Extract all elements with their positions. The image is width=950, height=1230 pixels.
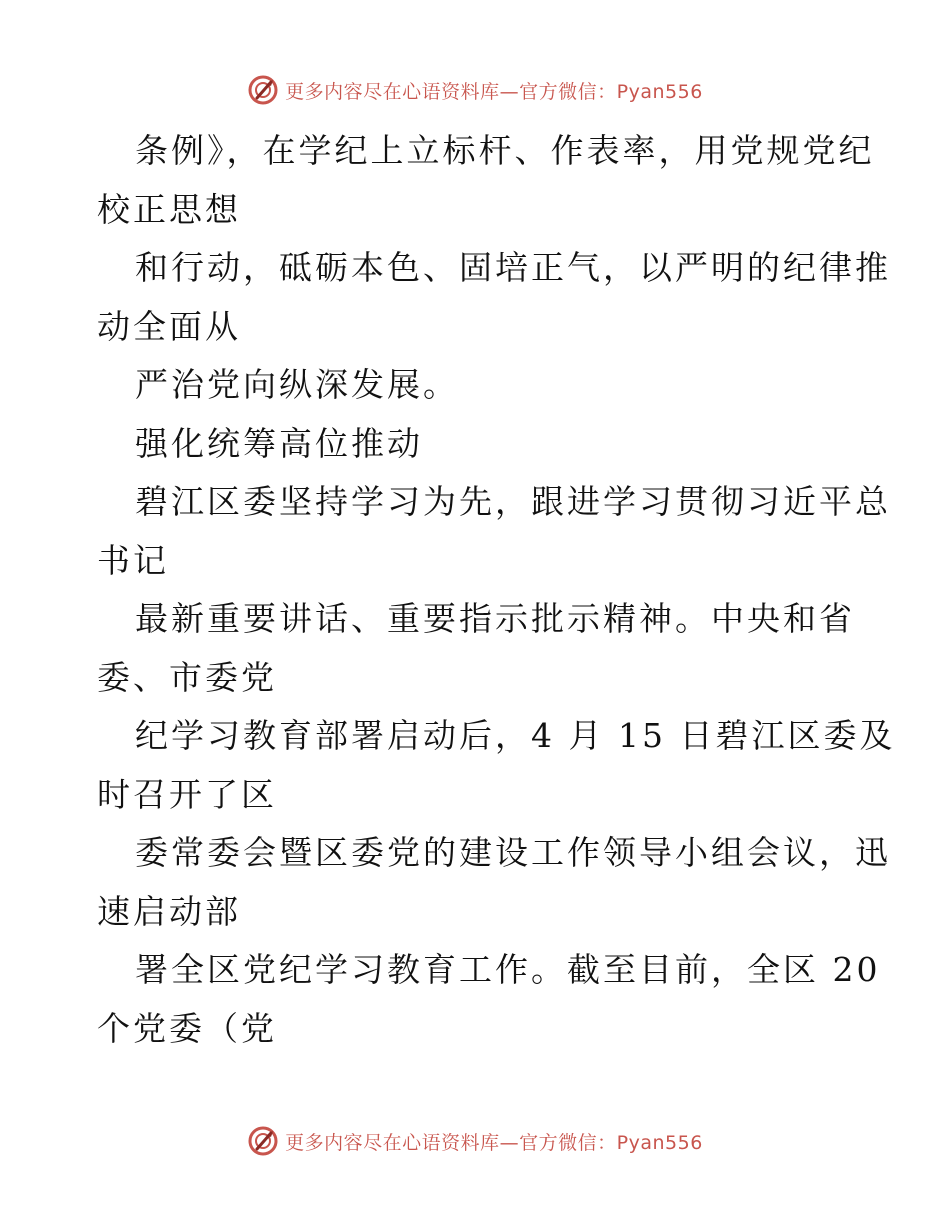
text-line: 时召开了区 — [97, 774, 277, 814]
text-line: 和行动，砥砺本色、固培正气，以严明的纪律推 — [135, 248, 891, 287]
text-line: 委、市委党 — [97, 657, 277, 697]
watermark-text: 更多内容尽在心语资料库—官方微信：Pyan556 — [285, 80, 703, 103]
text-line: 委常委会暨区委党的建设工作领导小组会议，迅 — [135, 833, 891, 872]
text-line: 强化统筹高位推动 — [135, 423, 423, 463]
text-line: 署全区党纪学习教育工作。截至目前，全区 20 — [135, 950, 881, 989]
text-line: 最新重要讲话、重要指示批示精神。中央和省 — [135, 599, 855, 638]
document-body — [97, 122, 896, 1058]
text-line: 速启动部 — [97, 891, 241, 931]
seal-logo-icon — [247, 1125, 279, 1157]
text-line: 条例》，在学纪上立标杆、作表率，用党规党纪 — [135, 131, 875, 170]
text-line: 纪学习教育部署启动后，4 月 15 日碧江区委及 — [135, 716, 896, 755]
text-line: 碧江区委坚持学习为先，跟进学习贯彻习近平总 — [135, 482, 891, 521]
seal-logo-icon — [247, 74, 279, 106]
watermark-text: 更多内容尽在心语资料库—官方微信：Pyan556 — [285, 1131, 703, 1154]
text-line: 个党委（党 — [97, 1008, 277, 1048]
text-line: 校正思想 — [97, 189, 241, 229]
footer-watermark — [0, 1121, 950, 1161]
text-line: 书记 — [97, 540, 169, 580]
text-line: 严治党向纵深发展。 — [135, 365, 459, 404]
header-watermark — [0, 70, 950, 110]
text-line: 动全面从 — [97, 306, 241, 346]
